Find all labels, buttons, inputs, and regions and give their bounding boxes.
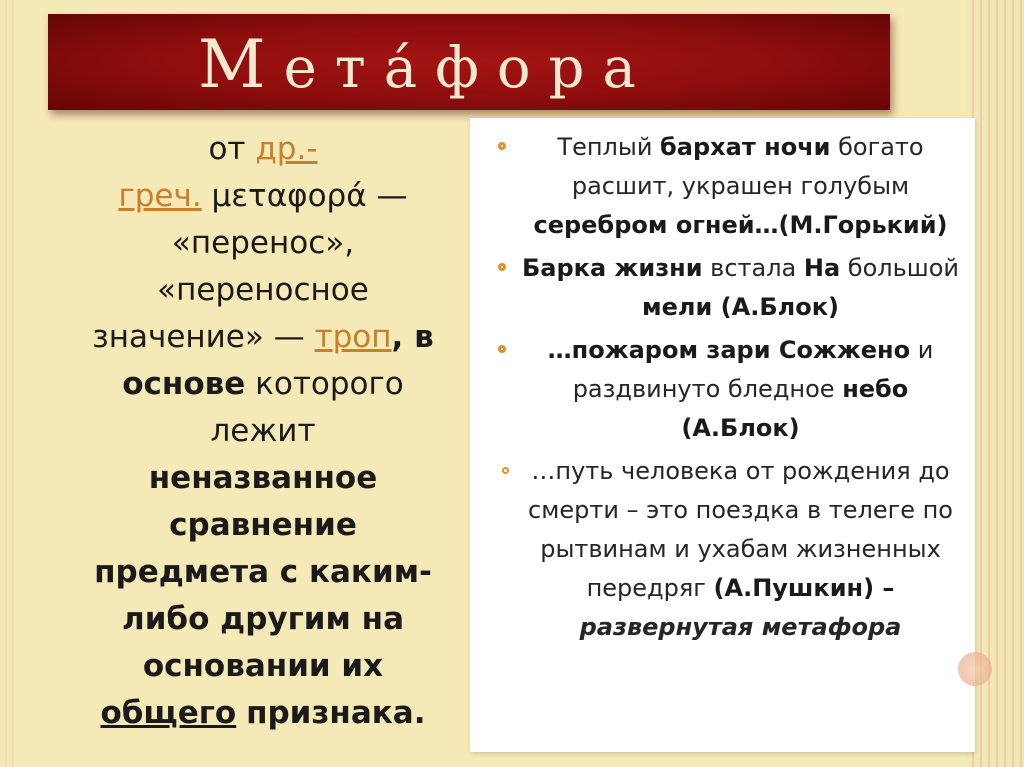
example-1-text-b: богато расшит, украшен голубым xyxy=(571,133,924,200)
bullet-icon xyxy=(498,345,506,353)
example-4-italic: развернутая метафора xyxy=(579,613,902,641)
def-osnove: основе xyxy=(122,366,246,402)
def-priznaka: признака. xyxy=(246,695,426,731)
link-trop[interactable]: троп xyxy=(314,319,392,355)
example-item-4 xyxy=(480,452,965,647)
example-4-text: …путь человека от рождения до смерти – это поездка в телеге по рытвинам и ухабам жизненных передряг xyxy=(528,457,953,602)
example-3-text-a: и раздвинуто бледное xyxy=(572,336,934,403)
def-line-3: «перенос», xyxy=(171,225,355,261)
title-bar xyxy=(48,14,890,110)
example-1-text-a: Теплый xyxy=(557,133,661,161)
def-obshchego: общего xyxy=(100,695,237,731)
link-drevnegrecheskiy-part1[interactable]: др.- xyxy=(255,131,318,167)
def-lezhit: лежит xyxy=(210,413,316,449)
def-greek-word: μεταφορά — xyxy=(211,178,408,214)
example-item-2 xyxy=(480,249,965,327)
def-bold-line-3: предмета с каким- xyxy=(94,554,432,590)
examples-panel xyxy=(470,118,975,752)
example-item-3 xyxy=(480,331,965,448)
example-1-bold-a: бархат ночи xyxy=(660,133,831,161)
example-2-bold-a: Барка жизни xyxy=(521,254,703,282)
title-rest: ета́фора xyxy=(283,36,654,101)
bullet-icon xyxy=(502,467,509,474)
example-item-1 xyxy=(480,128,965,245)
example-2-text-a: встала xyxy=(702,254,804,282)
decorative-circle xyxy=(958,652,992,686)
examples-list xyxy=(470,118,975,647)
example-2-bold-c: мели (А.Блок) xyxy=(642,293,839,321)
def-bold-line-5: основании их xyxy=(142,648,384,684)
def-bold-line-2: сравнение xyxy=(169,507,357,543)
def-bold-line-4: либо другим на xyxy=(122,601,404,637)
title-first-letter: М xyxy=(198,26,284,103)
slide-title xyxy=(198,20,654,110)
bullet-icon xyxy=(498,263,506,271)
link-drevnegrecheskiy-part2[interactable]: греч. xyxy=(118,178,202,214)
example-2-text-b: большой xyxy=(840,254,960,282)
def-kotorogo: которого xyxy=(255,366,404,402)
def-line-5: значение» — xyxy=(92,319,305,355)
example-3-bold-b: небо (А.Блок) xyxy=(681,375,909,442)
bullet-icon xyxy=(498,142,506,150)
example-2-bold-b: На xyxy=(803,254,841,282)
def-bold-line-1: неназванное xyxy=(148,460,378,496)
example-3-bold-a: …пожаром зари Сожжено xyxy=(547,336,911,364)
example-1-bold-b: серебром огней…(М.Горький) xyxy=(533,211,948,239)
left-edge-stripes xyxy=(0,0,14,767)
def-word-ot: от xyxy=(208,131,246,167)
definition-text xyxy=(40,126,486,737)
def-line-4: «переносное xyxy=(157,272,369,308)
def-comma-v: , в xyxy=(391,319,434,355)
example-4-bold: (А.Пушкин) – xyxy=(713,574,895,602)
